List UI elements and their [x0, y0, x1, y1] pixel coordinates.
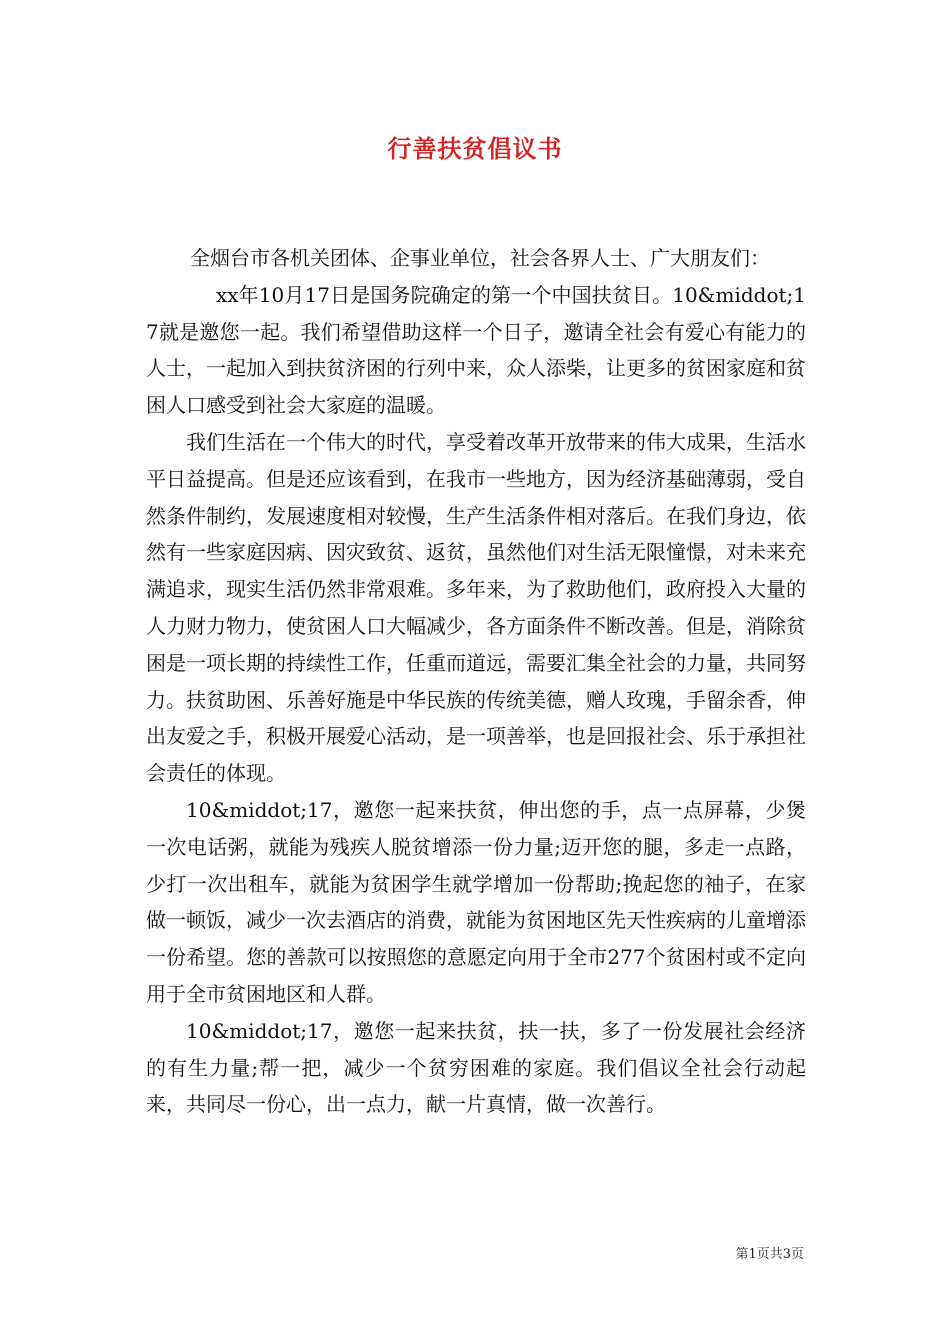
body-paragraph: 10&middot;17，邀您一起来扶贫，扶一扶，多了一份发展社会经济的有生力量;帮一把，减少一个贫穷困难的家庭。我们倡议全社会行动起来，共同尽一份心，出一点力，献一片真情，做一次善行。	[146, 1018, 806, 1117]
document-title: 行善扶贫倡议书	[387, 134, 563, 163]
page-number: 第1页共3页	[735, 1247, 804, 1262]
body-paragraph: 10&middot;17，邀您一起来扶贫，伸出您的手，点一点屏幕，少煲一次电话粥，就能为残疾人脱贫增添一份力量;迈开您的腿，多走一点路，少打一次出租车，就能为贫困学生就学增加一份帮助;挽起您的袖子，在家做一顿饭，减少一次去酒店的消费，就能为贫困地区先天性疾病的儿童增添一份希望。您的善款可以按照您的意愿定向用于全市277个贫困村或不定向用于全市贫困地区和人群。	[146, 797, 806, 1006]
salutation-paragraph: 全烟台市各机关团体、企事业单位，社会各界人士、广大朋友们：	[190, 246, 770, 270]
body-paragraph: 我们生活在一个伟大的时代，享受着改革开放带来的伟大成果，生活水平日益提高。但是还应该看到，在我市一些地方，因为经济基础薄弱，受自然条件制约，发展速度相对较慢，生产生活条件相对落后。在我们身边，依然有一些家庭因病、因灾致贫、返贫，虽然他们对生活无限憧憬，对未来充满追求，现实生活仍然非常艰难。多年来，为了救助他们，政府投入大量的人力财力物力，使贫困人口大幅减少，各方面条件不断改善。但是，消除贫困是一项长期的持续性工作，任重而道远，需要汇集全社会的力量，共同努力。扶贫助困、乐善好施是中华民族的传统美德，赠人玫瑰，手留余香，伸出友爱之手，积极开展爱心活动，是一项善举，也是回报社会、乐于承担社会责任的体现。	[146, 429, 806, 786]
body-paragraph: xx年10月17日是国务院确定的第一个中国扶贫日。10&middot;17就是邀您一起。我们希望借助这样一个日子，邀请全社会有爱心有能力的人士，一起加入到扶贫济困的行列中来，众人添柴，让更多的贫困家庭和贫困人口感受到社会大家庭的温暖。	[146, 282, 806, 418]
document-body	[146, 240, 806, 1123]
